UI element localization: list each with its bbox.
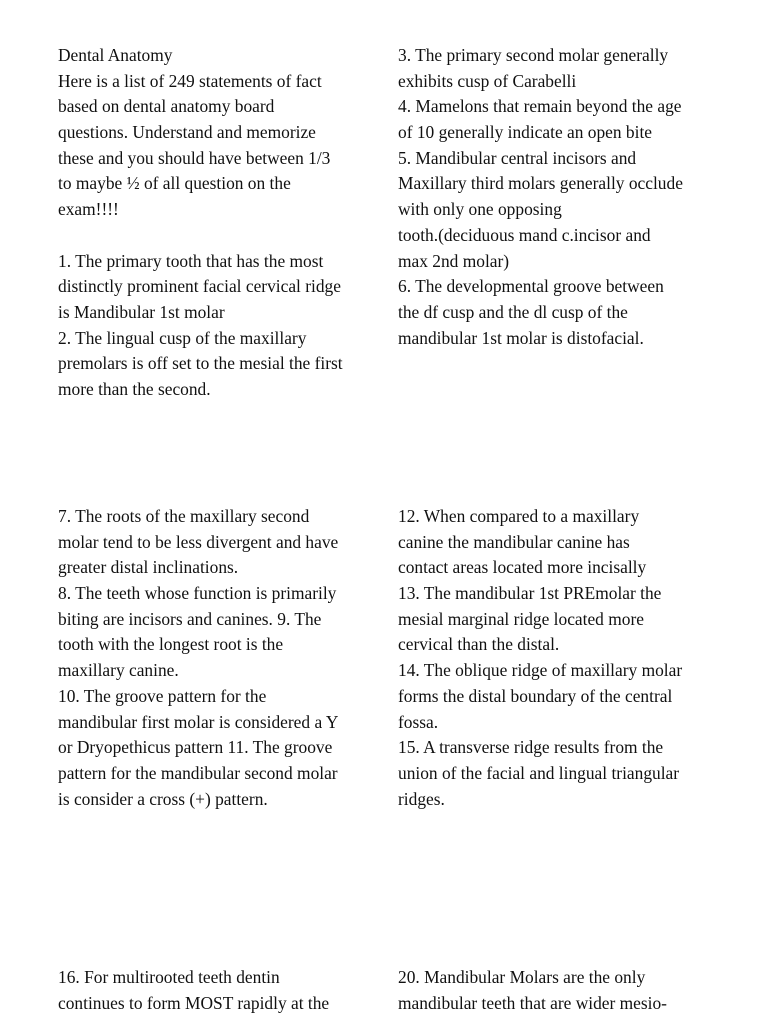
text-line: is Mandibular 1st molar	[58, 301, 225, 322]
text-line: or Dryopethicus pattern 11. The groove	[58, 737, 333, 758]
text-line: 12. When compared to a maxillary	[398, 506, 640, 526]
text-line: 5. Mandibular central incisors and	[398, 147, 637, 168]
text-line: mandibular teeth that are wider mesio-	[398, 992, 667, 1013]
text-line: exam!!!!	[58, 199, 119, 220]
text-line: 8. The teeth whose function is primarily	[58, 583, 337, 604]
text-block-right-2	[398, 504, 682, 812]
blank-line	[58, 223, 343, 249]
text-line: of 10 generally indicate an open bite	[398, 122, 652, 143]
text-line: 14. The oblique ridge of maxillary molar	[398, 660, 683, 681]
text-line: contact areas located more incisally	[398, 557, 647, 578]
text-line: based on dental anatomy board	[58, 96, 275, 117]
document-title: Dental Anatomy	[58, 45, 173, 65]
text-line: with only one opposing	[398, 199, 562, 220]
text-line: exhibits cusp of Carabelli	[398, 70, 577, 91]
text-line: continues to form MOST rapidly at the	[58, 992, 330, 1013]
text-line: Maxillary third molars generally occlude	[398, 173, 683, 194]
text-line: pattern for the mandibular second molar	[58, 762, 338, 783]
text-line: cervical than the distal.	[398, 634, 560, 655]
text-line: distinctly prominent facial cervical ridge	[58, 276, 341, 297]
text-block-right-3	[398, 965, 667, 1016]
text-line: forms the distal boundary of the central	[398, 685, 673, 706]
text-line: 1. The primary tooth that has the most	[58, 250, 324, 271]
text-line: questions. Understand and memorize	[58, 122, 316, 143]
text-line: biting are incisors and canines. 9. The	[58, 608, 322, 629]
text-block-left-2	[58, 504, 338, 812]
text-block-left-3	[58, 965, 329, 1016]
text-line: more than the second.	[58, 378, 211, 399]
text-line: canine the mandibular canine has	[398, 531, 630, 552]
text-line: mandibular first molar is considered a Y	[58, 711, 339, 732]
text-line: Here is a list of 249 statements of fact	[58, 70, 322, 91]
text-line: 7. The roots of the maxillary second	[58, 506, 310, 526]
text-line: mandibular 1st molar is distofacial.	[398, 327, 644, 348]
text-line: 20. Mandibular Molars are the only	[398, 967, 646, 987]
text-line: 6. The developmental groove between	[398, 276, 664, 297]
text-line: 10. The groove pattern for the	[58, 685, 267, 706]
text-line: 2. The lingual cusp of the maxillary	[58, 327, 307, 348]
text-line: fossa.	[398, 711, 439, 732]
text-line: 3. The primary second molar generally	[398, 45, 669, 65]
text-line: 16. For multirooted teeth dentin	[58, 967, 280, 987]
text-line: 13. The mandibular 1st PREmolar the	[398, 583, 662, 604]
text-line: tooth.(deciduous mand c.incisor and	[398, 224, 651, 245]
text-line: ridges.	[398, 788, 445, 809]
text-line: mesial marginal ridge located more	[398, 608, 644, 629]
text-line: the df cusp and the dl cusp of the	[398, 301, 628, 322]
text-line: 4. Mamelons that remain beyond the age	[398, 96, 682, 117]
text-line: to maybe ½ of all question on the	[58, 173, 291, 194]
text-line: tooth with the longest root is the	[58, 634, 284, 655]
text-block-left-1	[58, 43, 343, 403]
text-line: molar tend to be less divergent and have	[58, 531, 339, 552]
text-line: premolars is off set to the mesial the first	[58, 353, 343, 374]
text-line: 15. A transverse ridge results from the	[398, 737, 664, 758]
text-block-right-1	[398, 43, 683, 351]
text-line: maxillary canine.	[58, 660, 179, 681]
text-line: is consider a cross (+) pattern.	[58, 788, 268, 809]
text-line: max 2nd molar)	[398, 250, 510, 271]
text-line: union of the facial and lingual triangular	[398, 762, 680, 783]
text-line: greater distal inclinations.	[58, 557, 239, 578]
text-line: these and you should have between 1/3	[58, 147, 331, 168]
